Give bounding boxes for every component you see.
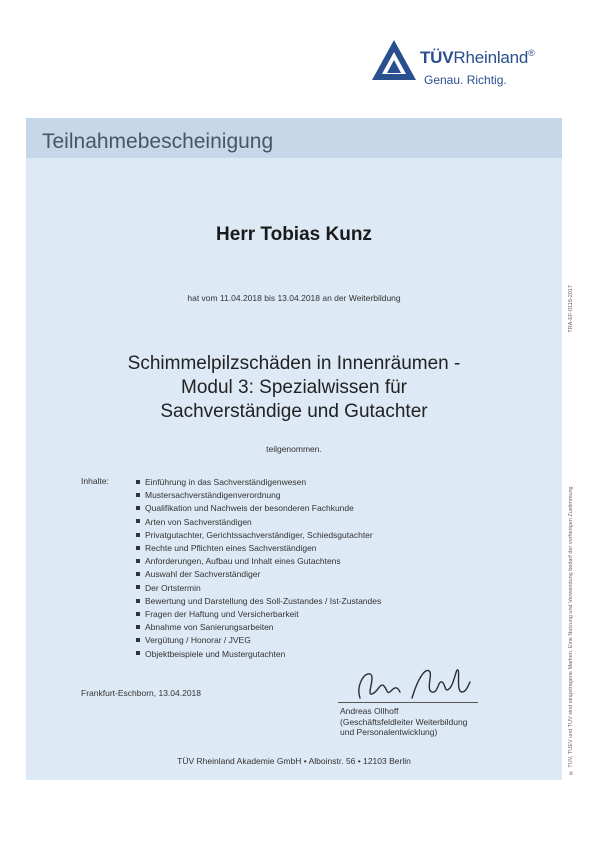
tuv-triangle-logo-icon (372, 40, 416, 80)
list-item: Bewertung und Darstellung des Soll-Zustandes / Ist-Zustandes (136, 595, 381, 608)
footer-address: TÜV Rheinland Akademie GmbH • Alboinstr. 56 • 12103 Berlin (177, 756, 411, 766)
signature-line (338, 702, 478, 703)
brand-name: TÜVRheinland® (420, 48, 535, 67)
bullet-icon (136, 533, 140, 537)
signature-icon (346, 658, 476, 708)
list-item: Der Ortstermin (136, 582, 381, 595)
list-item: Rechte und Pflichten eines Sachverständigen (136, 542, 381, 555)
course-title-line: Modul 3: Spezialwissen für (181, 377, 407, 398)
participation-text: teilgenommen. (266, 444, 322, 454)
bullet-icon (136, 585, 140, 589)
tuv-rheinland-logo (372, 40, 562, 95)
list-item: Fragen der Haftung und Versicherbarkeit (136, 608, 381, 621)
bullet-icon (136, 546, 140, 550)
bullet-icon (136, 572, 140, 576)
contents-label: Inhalte: (81, 476, 109, 486)
list-item: Objektbeispiele und Mustergutachten (136, 648, 381, 661)
bullet-icon (136, 480, 140, 484)
list-item: Auswahl der Sachverständiger (136, 568, 381, 581)
bullet-icon (136, 506, 140, 510)
course-title-line: Sachverständige und Gutachter (160, 401, 428, 422)
bullet-icon (136, 519, 140, 523)
place-and-date: Frankfurt-Eschborn, 13.04.2018 (81, 688, 202, 698)
page-header (0, 0, 595, 118)
list-item: Vergütung / Honorar / JVEG (136, 634, 381, 647)
signer-block (340, 706, 467, 738)
list-item: Anforderungen, Aufbau und Inhalt eines Gutachtens (136, 555, 381, 568)
list-item: Einführung in das Sachverständigenwesen (136, 476, 381, 489)
training-period: hat vom 11.04.2018 bis 13.04.2018 an der Weiterbildung (187, 293, 401, 303)
signer-name: Andreas Ollhoff (340, 706, 399, 716)
signer-role: und Personalentwicklung) (340, 727, 438, 737)
list-item: Arten von Sachverständigen (136, 516, 381, 529)
course-title-line: Schimmelpilzschäden in Innenräumen - (127, 353, 461, 374)
title-bar (26, 118, 562, 158)
bullet-icon (136, 599, 140, 603)
bullet-icon (136, 651, 140, 655)
signer-role: (Geschäftsfeldleiter Weiterbildung (340, 716, 468, 727)
bullet-icon (136, 559, 140, 563)
certificate-panel (26, 118, 562, 780)
bullet-icon (136, 612, 140, 616)
course-title (26, 352, 562, 424)
list-item: Abnahme von Sanierungsarbeiten (136, 621, 381, 634)
bullet-icon (136, 625, 140, 629)
list-item: Privatgutachter, Gerichtssachverständiger, Schiedsgutachter (136, 529, 381, 542)
bullet-icon (136, 493, 140, 497)
list-item: Qualifikation und Nachweis der besonderen Fachkunde (136, 502, 381, 515)
list-item: Mustersachverständigenverordnung (136, 489, 381, 502)
document-title: Teilnahmebescheinigung (42, 130, 274, 153)
bullet-icon (136, 638, 140, 642)
brand-slogan: Genau. Richtig. (424, 73, 507, 87)
document-code: TRA-EF-0116-2017 (568, 285, 574, 333)
contents-list (136, 476, 381, 661)
trademark-note: ® TÜV, TUEV und TUV sind eingetragene Marken. Eine Nutzung und Verwendung bedarf der vorherigen Zustimmung (568, 486, 574, 775)
participant-name: Herr Tobias Kunz (216, 224, 372, 245)
